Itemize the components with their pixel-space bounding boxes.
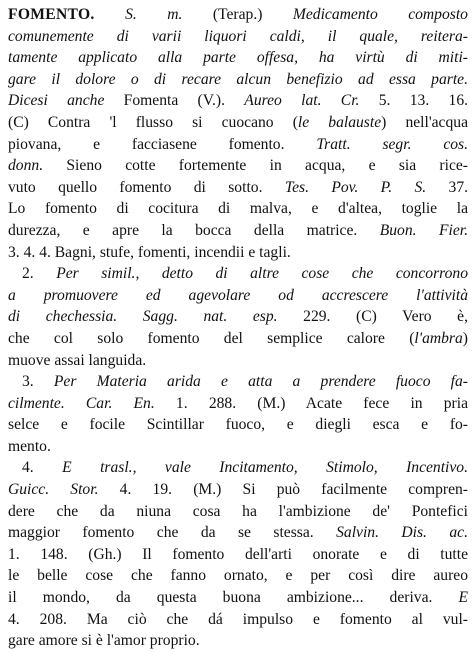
text-line (8, 350, 468, 372)
text-line (8, 155, 468, 177)
text-line (8, 414, 468, 436)
italic-run: tamente applicato alla parte offesa, ha virtù di miti- (8, 49, 468, 67)
italic-run: Per Materia arida e atta a prendere fuoco fa- (53, 373, 468, 391)
sense-paragraph-2 (8, 263, 468, 371)
text-run: durezza, e apre la bocca della matrice. (8, 221, 380, 239)
italic-run: E (458, 589, 468, 607)
italic-run: Tes. Pov. P. S. (284, 178, 427, 196)
text-line (8, 198, 468, 220)
text-run: 1. 148. (Gh.) Il fomento dell'arti onorate e di tutte (8, 545, 468, 563)
text-line (8, 242, 468, 264)
text-line (8, 393, 468, 415)
text-run: muove assai languida. (8, 351, 147, 369)
text-line (8, 4, 468, 26)
entry-senses (8, 263, 468, 652)
text-run: vuto quello fomento di sotto. (8, 178, 285, 196)
text-run: Fomenta (V.). (104, 92, 245, 110)
text-run (95, 6, 125, 23)
text-run: 4. 208. Ma ciò che dá impulso e fomento al vul- (8, 610, 468, 628)
italic-run: Salvin. Dis. ac. (336, 524, 468, 542)
headword: FOMENTO. (8, 6, 95, 23)
italic-run: comunemente di varii liquori caldi, il quale, reitera- (8, 27, 468, 45)
text-run: 229. (C) Vero è, (277, 308, 468, 326)
text-run: dere che da niuna cosa ha l'ambizione de' Pontefici (8, 502, 468, 520)
entry-fomento (8, 4, 468, 263)
italic-run: E trasl., vale Incitamento, Stimolo, Incentivo. (62, 459, 468, 477)
sense-paragraph-3 (8, 371, 468, 457)
italic-run: le balauste (297, 113, 382, 131)
text-line (8, 587, 468, 609)
text-line (8, 328, 468, 350)
italic-run: Buon. Fier. (379, 221, 468, 239)
text-run: Sieno cotte fortemente in acqua, e sia rice- (43, 157, 468, 175)
text-line (8, 501, 468, 523)
text-line (8, 522, 468, 544)
text-run: 3. (22, 373, 54, 391)
text-run: 3. 4. 4. Bagni, stufe, fomenti, incendii e tagli. (8, 243, 291, 261)
text-line (8, 609, 468, 631)
italic-run: donn. (8, 157, 44, 175)
italic-run: S. m. (125, 6, 183, 23)
italic-run: l'ambra (414, 329, 463, 347)
text-line (8, 285, 468, 307)
text-run: 1. 288. (M.) Acate fece in pria (154, 394, 468, 412)
text-run: 37. (426, 178, 468, 196)
text-line (8, 306, 468, 328)
text-run: ) nell'acqua (381, 113, 468, 131)
text-run: 5. 13. 16. (359, 92, 468, 110)
italic-run: gare il dolore o di recare alcun benefizio ad essa parte. (8, 70, 468, 88)
text-line (8, 479, 468, 501)
text-run: mento. (8, 437, 51, 455)
text-line (8, 263, 468, 285)
sense-paragraph-4 (8, 457, 468, 651)
text-run: selce e focile Scintillar fuoco, e diegli esca e fo- (8, 416, 468, 434)
italic-run: di chechessia. Sagg. nat. esp. (8, 308, 278, 326)
text-line (8, 457, 468, 479)
text-run: che col solo fomento del semplice calore ( (8, 329, 415, 347)
italic-run: Tratt. segr. cos. (316, 135, 468, 153)
text-line (8, 26, 468, 48)
text-run: le belle cose che fanno ornato, e per così dire aureo (8, 567, 468, 585)
text-line (8, 177, 468, 199)
text-run: 4. 19. (M.) Si può facilmente compren- (98, 481, 468, 499)
text-run: (Terap.) (182, 6, 293, 23)
text-run: ) (462, 329, 468, 347)
text-line (8, 90, 468, 112)
text-line (8, 630, 468, 652)
text-line (8, 544, 468, 566)
italic-run: Aureo lat. Cr. (244, 92, 360, 110)
text-line (8, 220, 468, 242)
text-line (8, 112, 468, 134)
text-run: (C) Contra 'l flusso si cuocano ( (8, 113, 298, 131)
text-run: gare amore si è l'amor proprio. (8, 632, 200, 650)
italic-run: Dicesi anche (8, 92, 105, 110)
italic-run: Medicamento composto (292, 6, 468, 23)
text-line (8, 436, 468, 458)
italic-run: Guicc. Stor. (8, 481, 99, 499)
text-run: piovana, e facciasene fomento. (8, 135, 317, 153)
text-line (8, 134, 468, 156)
text-run: maggior fomento che da se stessa. (8, 524, 337, 542)
text-line (8, 565, 468, 587)
text-line (8, 371, 468, 393)
italic-run: Per simil., detto di altre cose che concorrono (56, 265, 468, 283)
italic-run: a promuovere ed agevolare od accrescere l'attività (8, 286, 468, 304)
text-run: 2. (22, 265, 57, 283)
italic-run: cilmente. Car. En. (8, 394, 155, 412)
text-line (8, 69, 468, 91)
text-run: Lo fomento di cocitura di malva, e d'altea, toglie la (8, 200, 468, 218)
text-run: 4. (22, 459, 63, 477)
text-line (8, 47, 468, 69)
text-run: il mondo, da questa buona ambizione... deriva. (8, 589, 459, 607)
